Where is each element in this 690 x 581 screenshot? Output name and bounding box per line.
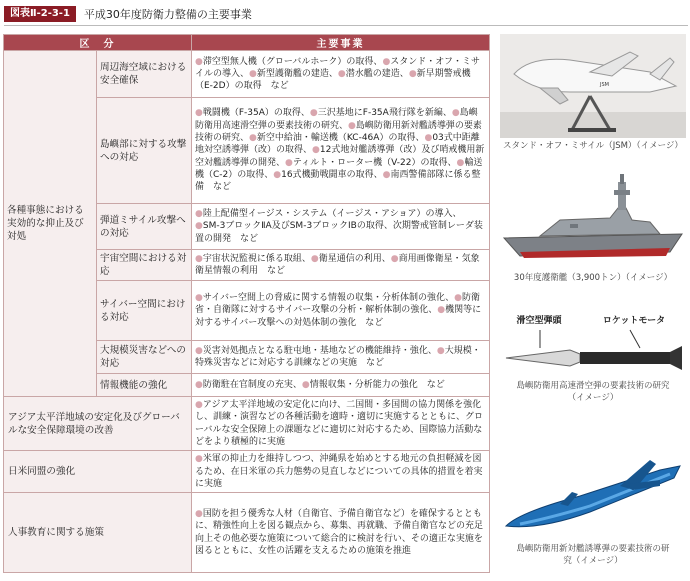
row-category: アジア太平洋地域の安定化及びグローバルな安全保障環境の改善 bbox=[4, 397, 192, 451]
bullet-icon: ● bbox=[195, 400, 203, 410]
bullet-icon: ● bbox=[249, 68, 257, 79]
bullet-icon: ● bbox=[309, 108, 318, 119]
group-label: 各種事態における実効的な抑止及び対処 bbox=[4, 51, 97, 397]
item-text: 12式地対艦誘導弾（改）及び哨戒機用新空対艦誘導弾の開発 bbox=[195, 145, 485, 168]
item-text: 三沢基地にF-35A飛行隊を新編 bbox=[317, 108, 443, 119]
bullet-icon: ● bbox=[195, 253, 203, 264]
row-category: 弾道ミサイル攻撃への対応 bbox=[97, 204, 192, 250]
bullet-icon: ● bbox=[195, 293, 203, 304]
missile-jsm-caption: スタンド・オフ・ミサイル（JSM）（イメージ） bbox=[503, 141, 683, 151]
bullet-icon: ● bbox=[285, 157, 293, 168]
bullet-icon: ● bbox=[195, 56, 203, 67]
item-text: 陸上配備型イージス・システム（イージス・アショア）の導入 bbox=[202, 209, 453, 220]
missile-jsm-image bbox=[500, 34, 686, 138]
row-category: 周辺海空域における安全確保 bbox=[97, 51, 192, 98]
glide-warhead-label: 滑空型弾頭 bbox=[516, 316, 562, 326]
item-text: 潜水艦の建造 bbox=[345, 68, 400, 79]
bullet-icon: ● bbox=[382, 56, 391, 67]
figure-header bbox=[4, 4, 252, 24]
row-items: ●滞空型無人機（グローバルホーク）の取得、●スタンド・オフ・ミサイルの導入、●新型護衛艦の建造、●潜水艦の建造、●新早期警戒機（E-2D）の取得 など bbox=[192, 51, 490, 98]
table-row bbox=[4, 451, 490, 493]
bullet-icon: ● bbox=[456, 157, 465, 168]
item-text: 防衛駐在官制度の充実 bbox=[202, 379, 293, 390]
bullet-icon: ● bbox=[249, 133, 257, 144]
item-text: スタンド・オフ・ミサイルの導入 bbox=[195, 56, 481, 79]
rocket-motor-label: ロケットモータ bbox=[602, 316, 666, 326]
bullet-icon: ● bbox=[195, 454, 203, 465]
bullet-icon: ● bbox=[348, 120, 356, 131]
item-text: サイバー空間上の脅威に関する情報の収集・分析体制の強化 bbox=[202, 293, 446, 304]
item-text: 島嶼防衛用新対艦誘導弾の要素技術の研究 bbox=[195, 120, 482, 144]
header-divider bbox=[4, 25, 688, 26]
svg-text:JSM: JSM bbox=[600, 82, 609, 88]
bullet-icon: ● bbox=[310, 253, 319, 264]
main-table bbox=[3, 34, 490, 573]
header-main-projects: 主要事業 bbox=[192, 35, 490, 51]
item-text: 機関等に対するサイバー攻撃への対処体制の強化 など bbox=[195, 305, 482, 328]
header-category: 区 分 bbox=[4, 35, 192, 51]
bullet-icon: ● bbox=[390, 253, 399, 264]
item-text: 16式機動戦闘車の取得 bbox=[281, 169, 374, 180]
item-text: 米軍の抑止力を維持しつつ、沖縄県を始めとする地元の負担軽減を図るため、在日米軍の兵力態勢の見直しなどについての具体的措置を着実に実施 bbox=[195, 454, 483, 489]
item-text: アジア太平洋地域の安定化に向け、二国間・多国間の協力関係を強化し、訓練・演習などの各種活動を適時・適切に実施するとともに、グローバルな安全保障上の課題などに適切に対応するため、国際協力活動などをより積極的に実施 bbox=[195, 400, 484, 447]
item-text: 島嶼防衛用高速滑空弾の要素技術の研究 bbox=[195, 108, 478, 131]
row-items: ●戦闘機（F-35A）の取得、●三沢基地にF-35A飛行隊を新編、●島嶼防衛用高速滑空弾の要素技術の研究、●島嶼防衛用新対艦誘導弾の要素技術の研究、●新空中給油・輸送機（KC-46A）の取得、●03式中距離地対空誘導弾（改）の取得、●12式地対艦誘導弾（改）及び哨戒機用新空対艦誘導弾の開発、●ティルト・ローター機（V-22）の取得、●輸送機（C-2）の取得、●16式機動戦闘車の取得、●南西警備部隊に係る整備 など bbox=[192, 98, 490, 204]
item-text: 衛星通信の利用 bbox=[318, 253, 382, 264]
item-text: 情報収集・分析能力の強化 など bbox=[309, 379, 445, 390]
anti-ship-missile-caption: 島嶼防衛用新対艦誘導弾の要素技術の研究（イメージ） bbox=[516, 544, 670, 566]
item-text: 戦闘機（F-35A）の取得 bbox=[202, 108, 301, 119]
row-category: 日米同盟の強化 bbox=[4, 451, 192, 493]
glide-projectile-image bbox=[500, 328, 686, 378]
figure-title: 平成30年度防衛力整備の主要事業 bbox=[83, 8, 252, 21]
anti-ship-missile-image bbox=[500, 440, 686, 540]
bullet-icon: ● bbox=[337, 68, 346, 79]
item-text: SM-3ブロックⅡA及びSM-3ブロックⅠBの取得、次期警戒管制レーダ装置の開発 など bbox=[195, 221, 483, 244]
row-category: 情報機能の強化 bbox=[97, 374, 192, 397]
row-items bbox=[192, 451, 490, 493]
destroyer-image bbox=[500, 160, 686, 268]
item-text: 宇宙状況監視に係る取組 bbox=[202, 253, 302, 264]
bullet-icon: ● bbox=[195, 221, 203, 232]
row-items bbox=[192, 397, 490, 451]
row-category: 大規模災害などへの対応 bbox=[97, 341, 192, 374]
row-items bbox=[192, 493, 490, 573]
bullet-icon: ● bbox=[195, 108, 203, 119]
item-text: 輸送機（C-2）の取得 bbox=[195, 157, 483, 180]
item-text: 滞空型無人機（グローバルホーク）の取得 bbox=[202, 56, 374, 67]
figure-label: 図表Ⅱ-2-3-1 bbox=[4, 6, 76, 22]
table-row bbox=[4, 493, 490, 573]
row-category: サイバー空間における対応 bbox=[97, 281, 192, 341]
bullet-icon: ● bbox=[195, 345, 203, 356]
bullet-icon: ● bbox=[382, 169, 391, 180]
item-text: 防衛省・自衛隊に対するサイバー攻撃の分析・解析体制の強化 bbox=[195, 293, 480, 316]
bullet-icon: ● bbox=[408, 68, 417, 79]
bullet-icon: ● bbox=[437, 305, 446, 316]
table-header-row bbox=[4, 35, 490, 51]
bullet-icon: ● bbox=[454, 293, 462, 304]
table-row bbox=[4, 51, 490, 98]
bullet-icon: ● bbox=[424, 133, 433, 144]
item-text: 商用画像衛星・気象衛星情報の利用 など bbox=[195, 253, 480, 276]
item-text: 新空中給油・輸送機（KC-46A）の取得 bbox=[256, 133, 416, 144]
bullet-icon: ● bbox=[301, 379, 310, 390]
bullet-icon: ● bbox=[273, 169, 282, 180]
bullet-icon: ● bbox=[451, 108, 460, 119]
bullet-icon: ● bbox=[195, 379, 203, 390]
row-category: 島嶼部に対する攻撃への対応 bbox=[97, 98, 192, 204]
item-text: ティルト・ローター機（V-22）の取得 bbox=[292, 157, 448, 168]
item-text: 国防を担う優秀な人材（自衛官、予備自衛官など）を確保するとともに、精強性向上を図る観点から、募集、再就職、予備自衛官などの充足向上その他必要な施策について総合的に検討を行い、その適正な実施を図るとともに、女性の活躍を支えるための施策を推進 bbox=[195, 509, 484, 556]
row-items: ●陸上配備型イージス・システム（イージス・アショア）の導入、●SM-3ブロックⅡA及びSM-3ブロックⅠBの取得、次期警戒管制レーダ装置の開発 など bbox=[192, 204, 490, 250]
bullet-icon: ● bbox=[436, 345, 445, 356]
item-text: 03式中距離地対空誘導弾（改）の取得 bbox=[195, 133, 480, 156]
item-text: 大規模・特殊災害などに対応する訓練などの実施 など bbox=[195, 345, 481, 368]
row-category: 宇宙空間における対応 bbox=[97, 250, 192, 281]
row-category: 人事教育に関する施策 bbox=[4, 493, 192, 573]
table-row bbox=[4, 397, 490, 451]
glide-projectile-caption: 島嶼防衛用高速滑空弾の要素技術の研究（イメージ） bbox=[516, 381, 670, 403]
row-items: ●宇宙状況監視に係る取組、●衛星通信の利用、●商用画像衛星・気象衛星情報の利用 など bbox=[192, 250, 490, 281]
row-items: ●防衛駐在官制度の充実、●情報収集・分析能力の強化 など bbox=[192, 374, 490, 397]
row-items: ●災害対処拠点となる駐屯地・基地などの機能維持・強化、●大規模・特殊災害などに対応する訓練などの実施 など bbox=[192, 341, 490, 374]
item-text: 災害対処拠点となる駐屯地・基地などの機能維持・強化 bbox=[202, 345, 428, 356]
item-text: 南西警備部隊に係る整備 など bbox=[195, 169, 481, 193]
bullet-icon: ● bbox=[195, 509, 203, 520]
destroyer-caption: 30年度護衛艦（3,900トン）（イメージ） bbox=[513, 273, 673, 283]
bullet-icon: ● bbox=[195, 209, 203, 220]
item-text: 新型護衛艦の建造 bbox=[256, 68, 329, 79]
row-items: ●サイバー空間上の脅威に関する情報の収集・分析体制の強化、●防衛省・自衛隊に対するサイバー攻撃の分析・解析体制の強化、●機関等に対するサイバー攻撃への対処体制の強化 など bbox=[192, 281, 490, 341]
item-text: 新早期警戒機（E-2D）の取得 など bbox=[195, 68, 471, 92]
bullet-icon: ● bbox=[312, 145, 320, 156]
